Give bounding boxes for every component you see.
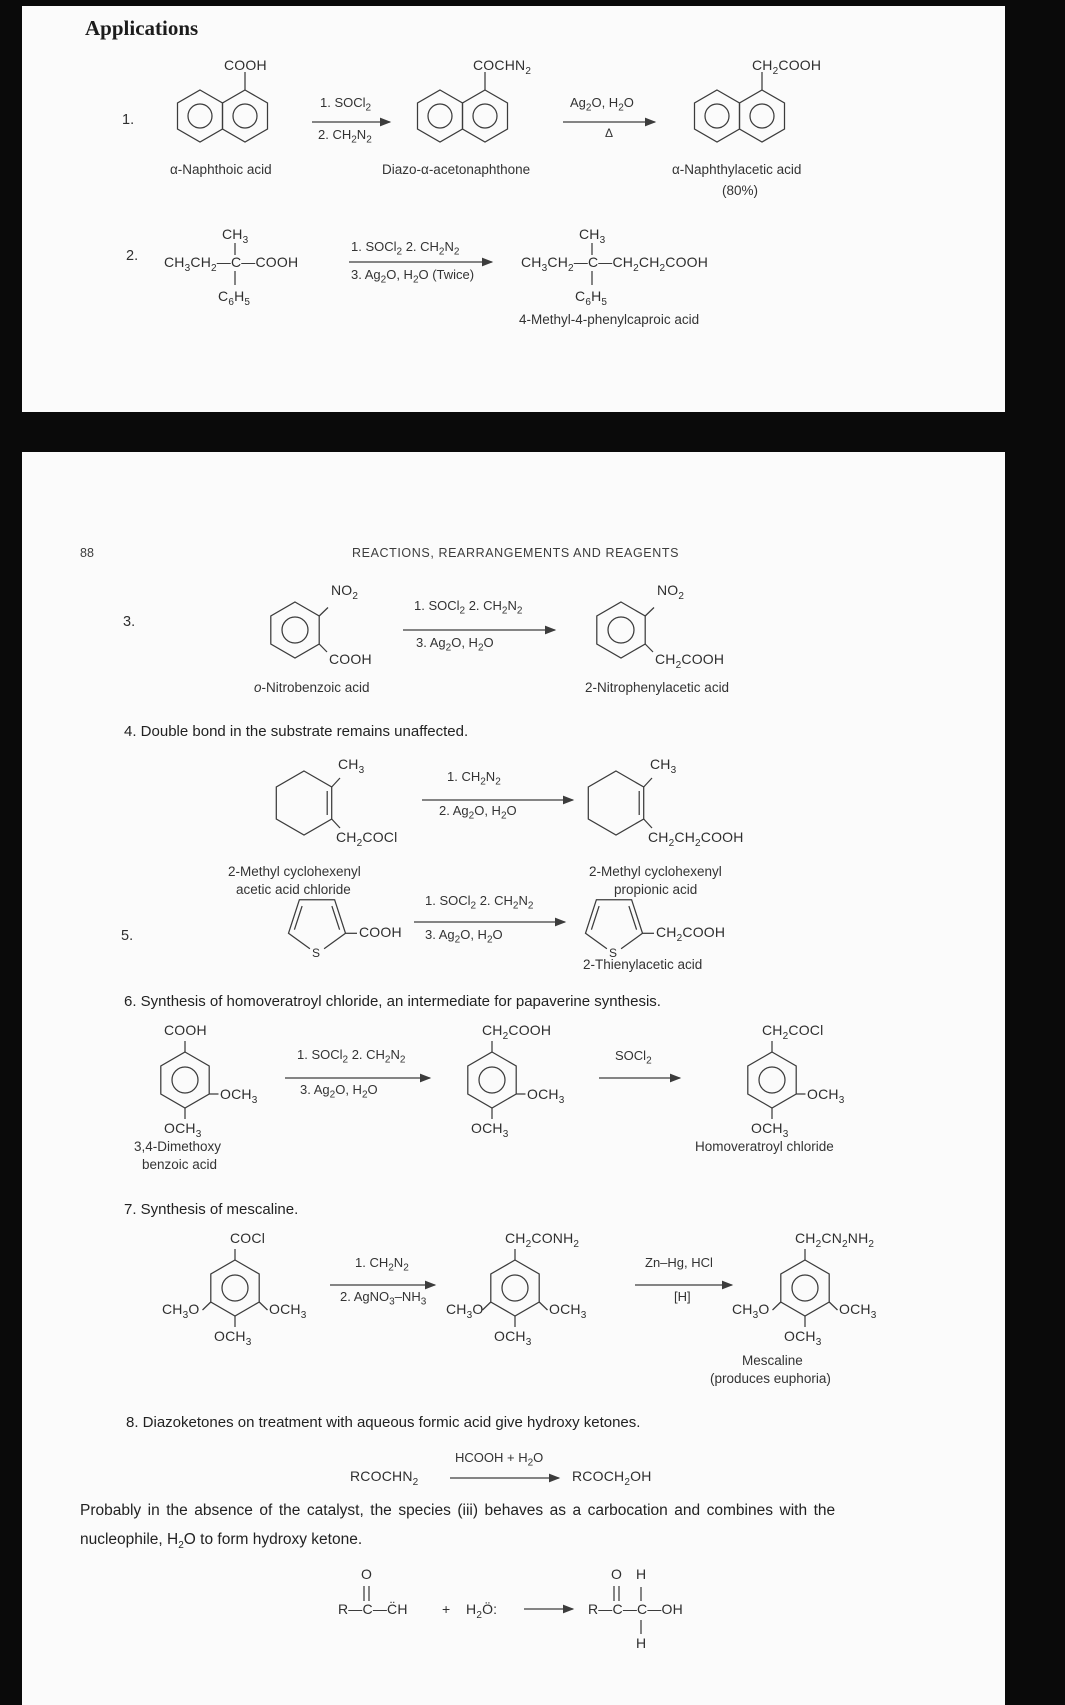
compound-caption: Homoveratroyl chloride bbox=[695, 1139, 834, 1154]
formula-label: $CH_3O$ bbox=[732, 1301, 770, 1321]
compound-caption: Mescaline bbox=[742, 1353, 803, 1368]
arrow-reagents: 3. $Ag_2O$, $H_2O$ (Twice) bbox=[351, 267, 475, 286]
compound-caption: (produces euphoria) bbox=[710, 1371, 831, 1386]
arrow-reagents: 1. SOCl$_2$ 2. $CH_2N_2$ bbox=[297, 1047, 406, 1066]
arrow-reagents: SOCl$_2$ bbox=[615, 1048, 652, 1067]
formula-label: COOH bbox=[224, 57, 267, 73]
formula-label: $CH_2COOH$ bbox=[482, 1022, 552, 1042]
reaction-number: 1. bbox=[122, 112, 135, 128]
formula-label: $CH_2COOH$ bbox=[656, 924, 726, 944]
atom-label: H bbox=[636, 1635, 647, 1651]
compound-caption: α-Naphthoic acid bbox=[170, 162, 272, 177]
formula-label: $OCH_3$ bbox=[220, 1086, 258, 1106]
formula-label: $CH_2CN_2NH_2$ bbox=[795, 1230, 875, 1250]
formula-label: $OCH_3$ bbox=[527, 1086, 565, 1106]
benzene-ring bbox=[781, 1260, 829, 1316]
arrow-reagents: Zn–Hg, HCl bbox=[645, 1255, 713, 1270]
atom-label: H bbox=[636, 1566, 647, 1582]
arrow-reagents: 3. $Ag_2O$, $H_2O$ bbox=[425, 927, 503, 946]
arrow-reagents: [H] bbox=[674, 1289, 691, 1304]
naphthalene-ring bbox=[418, 72, 508, 142]
body-paragraph-line: nucleophile, $H_2O$ to form hydroxy ketone. bbox=[80, 1531, 363, 1552]
running-header: REACTIONS, REARRANGEMENTS AND REAGENTS bbox=[352, 546, 680, 560]
naphthalene-ring bbox=[178, 72, 268, 142]
formula-label: COCl bbox=[230, 1230, 266, 1246]
compound-caption: acetic acid chloride bbox=[236, 882, 351, 897]
arrow-reagents: 2. $CH_2N_2$ bbox=[318, 127, 372, 146]
arrow-reagents: 1. SOCl$_2$ 2. $CH_2N_2$ bbox=[351, 239, 460, 258]
formula-label: $CH_3$ bbox=[338, 756, 365, 776]
formula-label: $CH_2COCl$ bbox=[762, 1022, 824, 1042]
arrow-reagents: 2. $AgNO_3-NH_3$ bbox=[340, 1289, 427, 1308]
formula-label: $OCH_3$ bbox=[164, 1120, 202, 1140]
page-number: 88 bbox=[80, 546, 94, 560]
formula-label: $NO_2$ bbox=[657, 582, 685, 602]
formula-label: $CH_3$ bbox=[579, 226, 606, 246]
item-heading: 8. Diazoketones on treatment with aqueous formic acid give hydroxy ketones. bbox=[126, 1414, 641, 1431]
formula-label: $COCHN_2$ bbox=[473, 57, 532, 77]
formula-label: $OCH_3$ bbox=[751, 1120, 789, 1140]
formula-label: $C_6H_5$ bbox=[575, 288, 608, 308]
formula-label: $NO_2$ bbox=[331, 582, 359, 602]
item-heading: 7. Synthesis of mescaline. bbox=[124, 1201, 299, 1218]
formula-label: $CH_3$ bbox=[222, 226, 249, 246]
reaction-number: 3. bbox=[123, 614, 136, 630]
caption-text: -Nitrobenzoic acid bbox=[261, 680, 370, 695]
arrow-reagents: 1. SOCl$_2$ bbox=[320, 95, 372, 114]
formula-label: $CH_3$ bbox=[650, 756, 677, 776]
arrow-reagents: 2. $Ag_2O$, $H_2O$ bbox=[439, 803, 517, 822]
formula-label: $OCH_3$ bbox=[214, 1328, 252, 1348]
arrow-reagents: HCOOH + $H_2O$ bbox=[455, 1450, 544, 1469]
formula-label: COOH bbox=[329, 651, 372, 667]
yield-label: (80%) bbox=[722, 183, 759, 198]
formula-label: $OCH_3$ bbox=[839, 1301, 877, 1321]
formula-label: $CH_3CH_2—C—COOH$ bbox=[164, 254, 299, 274]
cyclohexene-ring bbox=[588, 771, 643, 835]
formula-label: $OCH_3$ bbox=[807, 1086, 845, 1106]
compound-caption: 2-Nitrophenylacetic acid bbox=[585, 680, 730, 695]
formula-label: $CH_2COOH$ bbox=[752, 57, 822, 77]
compound-caption: 2-Thienylacetic acid bbox=[583, 957, 703, 972]
arrow-reagents: 1. SOCl$_2$ 2. $CH_2N_2$ bbox=[414, 598, 523, 617]
naphthalene-ring bbox=[695, 72, 785, 142]
page-bottom bbox=[22, 452, 1005, 1705]
formula-label: $OCH_3$ bbox=[269, 1301, 307, 1321]
formula-label: $CH_3CH_2—C—CH_2CH_2COOH$ bbox=[521, 254, 709, 274]
formula-label: $CH_2CH_2COOH$ bbox=[648, 829, 744, 849]
benzene-ring bbox=[211, 1260, 259, 1316]
item-heading: 6. Synthesis of homoveratroyl chloride, an intermediate for papaverine synthesis. bbox=[124, 993, 661, 1010]
compound-caption bbox=[254, 680, 370, 695]
sulfur-atom-label: S bbox=[609, 946, 618, 960]
substituent-bonds bbox=[185, 1041, 806, 1119]
arrow-condition-delta: Δ bbox=[605, 126, 614, 140]
arrow-reagents: 1. SOCl$_2$ 2. $CH_2N_2$ bbox=[425, 893, 534, 912]
compound-caption: benzoic acid bbox=[142, 1157, 218, 1172]
thiophene-ring bbox=[289, 900, 358, 949]
benzene-ring bbox=[468, 1052, 516, 1108]
formula-label: R—C—C—OH bbox=[588, 1601, 683, 1617]
arrow-reagents: $Ag_2O$, $H_2O$ bbox=[570, 95, 634, 114]
compound-caption: Diazo-α-acetonaphthone bbox=[382, 162, 531, 177]
compound-caption: α-Naphthylacetic acid bbox=[672, 162, 802, 177]
arrow-reagents: 1. $CH_2N_2$ bbox=[355, 1255, 409, 1274]
formula-label: R—C—C̈H bbox=[338, 1601, 408, 1617]
formula-label: $H_2Ö$: bbox=[466, 1601, 498, 1621]
benzene-ring bbox=[161, 1052, 209, 1108]
formula-label: $C_6H_5$ bbox=[218, 288, 251, 308]
formula-label: $RCOCHN_2$ bbox=[350, 1468, 419, 1488]
formula-label: $OCH_3$ bbox=[471, 1120, 509, 1140]
compound-caption: 3,4-Dimethoxy bbox=[134, 1139, 222, 1154]
section-heading: Applications bbox=[85, 16, 199, 40]
reaction-number: 2. bbox=[126, 248, 139, 264]
atom-label: O bbox=[361, 1566, 373, 1582]
formula-label: $CH_3O$ bbox=[446, 1301, 484, 1321]
benzene-ring bbox=[271, 602, 319, 658]
reaction-number: 5. bbox=[121, 928, 134, 944]
italic-locant: o bbox=[254, 680, 262, 695]
compound-caption: 2-Methyl cyclohexenyl bbox=[228, 864, 361, 879]
benzene-ring bbox=[748, 1052, 796, 1108]
formula-label: $CH_2COOH$ bbox=[655, 651, 725, 671]
formula-label: $OCH_3$ bbox=[784, 1328, 822, 1348]
formula-label: COOH bbox=[164, 1022, 207, 1038]
cyclohexene-ring bbox=[276, 771, 331, 835]
compound-caption: propionic acid bbox=[614, 882, 698, 897]
arrow-reagents: 3. $Ag_2O$, $H_2O$ bbox=[300, 1082, 378, 1101]
formula-label: $CH_2COCl$ bbox=[336, 829, 398, 849]
atom-label: O bbox=[611, 1566, 623, 1582]
arrow-reagents: 1. $CH_2N_2$ bbox=[447, 769, 501, 788]
plus-sign: + bbox=[442, 1601, 451, 1617]
formula-label: $CH_3O$ bbox=[162, 1301, 200, 1321]
thiophene-ring bbox=[586, 900, 655, 949]
page-top bbox=[22, 6, 1005, 412]
compound-caption: 2-Methyl cyclohexenyl bbox=[589, 864, 722, 879]
compound-caption: 4-Methyl-4-phenylcaproic acid bbox=[519, 312, 700, 327]
sulfur-atom-label: S bbox=[312, 946, 321, 960]
body-paragraph-line: Probably in the absence of the catalyst, the species (iii) behaves as a carbocation and combines with the bbox=[80, 1502, 836, 1519]
item-heading: 4. Double bond in the substrate remains unaffected. bbox=[124, 723, 469, 740]
formula-label: $CH_2CONH_2$ bbox=[505, 1230, 580, 1250]
formula-label: $RCOCH_2OH$ bbox=[572, 1468, 652, 1488]
benzene-ring bbox=[597, 602, 645, 658]
formula-label: $OCH_3$ bbox=[549, 1301, 587, 1321]
formula-label: $OCH_3$ bbox=[494, 1328, 532, 1348]
benzene-ring bbox=[491, 1260, 539, 1316]
formula-label: COOH bbox=[359, 924, 402, 940]
arrow-reagents: 3. $Ag_2O$, $H_2O$ bbox=[416, 635, 494, 654]
